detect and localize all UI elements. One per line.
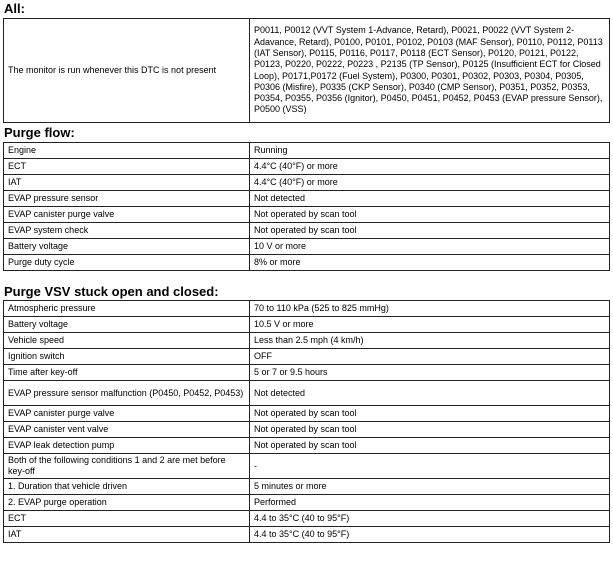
condition-value: Not operated by scan tool [250,406,610,422]
condition-label: EVAP system check [4,223,250,239]
condition-label: ECT [4,159,250,175]
condition-label: Battery voltage [4,317,250,333]
condition-label: Atmospheric pressure [4,301,250,317]
purge-vsv-table [3,300,610,543]
purge-flow-table [3,142,610,271]
condition-label: EVAP canister purge valve [4,207,250,223]
condition-label: IAT [4,175,250,191]
condition-value: Not operated by scan tool [250,438,610,454]
table-row [4,223,610,239]
table-row [4,207,610,223]
table-row [4,495,610,511]
table-row [4,191,610,207]
condition-label: Ignition switch [4,349,250,365]
table-row [4,19,610,123]
condition-value: Running [250,143,610,159]
condition-label: Vehicle speed [4,333,250,349]
condition-value: 4.4°C (40°F) or more [250,159,610,175]
condition-value: Performed [250,495,610,511]
table-row [4,422,610,438]
monitor-condition-cell: The monitor is run whenever this DTC is not present [4,19,250,123]
table-row [4,349,610,365]
condition-value: 10.5 V or more [250,317,610,333]
condition-value: 10 V or more [250,239,610,255]
condition-label: EVAP pressure sensor [4,191,250,207]
table-row [4,527,610,543]
section-title-all: All: [4,1,25,16]
table-row [4,143,610,159]
condition-value: 70 to 110 kPa (525 to 825 mmHg) [250,301,610,317]
condition-value: 4.4 to 35°C (40 to 95°F) [250,527,610,543]
condition-value: Not detected [250,191,610,207]
table-row [4,255,610,271]
condition-label: IAT [4,527,250,543]
table-row [4,511,610,527]
table-row [4,438,610,454]
table-row [4,239,610,255]
condition-value: OFF [250,349,610,365]
condition-label: EVAP pressure sensor malfunction (P0450, P0452, P0453) [4,381,250,406]
table-row [4,175,610,191]
condition-value: Not operated by scan tool [250,223,610,239]
condition-value: 4.4 to 35°C (40 to 95°F) [250,511,610,527]
condition-value: 8% or more [250,255,610,271]
condition-label: Purge duty cycle [4,255,250,271]
all-conditions-table [3,18,610,123]
dtc-codes-cell: P0011, P0012 (VVT System 1-Advance, Retard), P0021, P0022 (VVT System 2-Adavance, Retard), P0100, P0101, P0102, P0103 (MAF Sensor), P0110, P0112, P0113 (IAT Sensor), P0115, P0116, P0117, P0118 (ECT Sensor), P0120, P0121, P0122, P0123, P0220, P0222, P0223 , P2135 (TP Sensor), P0125 (Insufficient ECT for Closed Loop), P0171,P0172 (Fuel System), P0300, P0301, P0302, P0303, P0304, P0305, P0306 (Misfire), P0335 (CKP Sensor), P0340 (CMP Sensor), P0351, P0352, P0353, P0354, P0355, P0356 (Ignitor), P0450, P0451, P0452, P0453 (EVAP pressure Sensor), P0500 (VSS) [250,19,610,123]
condition-value: Not operated by scan tool [250,422,610,438]
condition-value: 4.4°C (40°F) or more [250,175,610,191]
condition-label: EVAP canister vent valve [4,422,250,438]
table-row [4,381,610,406]
table-row [4,333,610,349]
table-row [4,159,610,175]
condition-label: Both of the following conditions 1 and 2 are met before key-off [4,454,250,479]
condition-label: EVAP canister purge valve [4,406,250,422]
table-row [4,317,610,333]
condition-value: Not operated by scan tool [250,207,610,223]
condition-label: Time after key-off [4,365,250,381]
condition-value: Not detected [250,381,610,406]
condition-label: 2. EVAP purge operation [4,495,250,511]
condition-label: Engine [4,143,250,159]
condition-value: - [250,454,610,479]
condition-value: Less than 2.5 mph (4 km/h) [250,333,610,349]
condition-label: Battery voltage [4,239,250,255]
table-row [4,454,610,479]
section-title-purge-flow: Purge flow: [4,125,75,140]
table-row [4,406,610,422]
table-row [4,365,610,381]
table-row [4,479,610,495]
condition-label: 1. Duration that vehicle driven [4,479,250,495]
section-title-purge-vsv: Purge VSV stuck open and closed: [4,284,219,299]
condition-value: 5 or 7 or 9.5 hours [250,365,610,381]
table-row [4,301,610,317]
condition-label: ECT [4,511,250,527]
condition-value: 5 minutes or more [250,479,610,495]
condition-label: EVAP leak detection pump [4,438,250,454]
